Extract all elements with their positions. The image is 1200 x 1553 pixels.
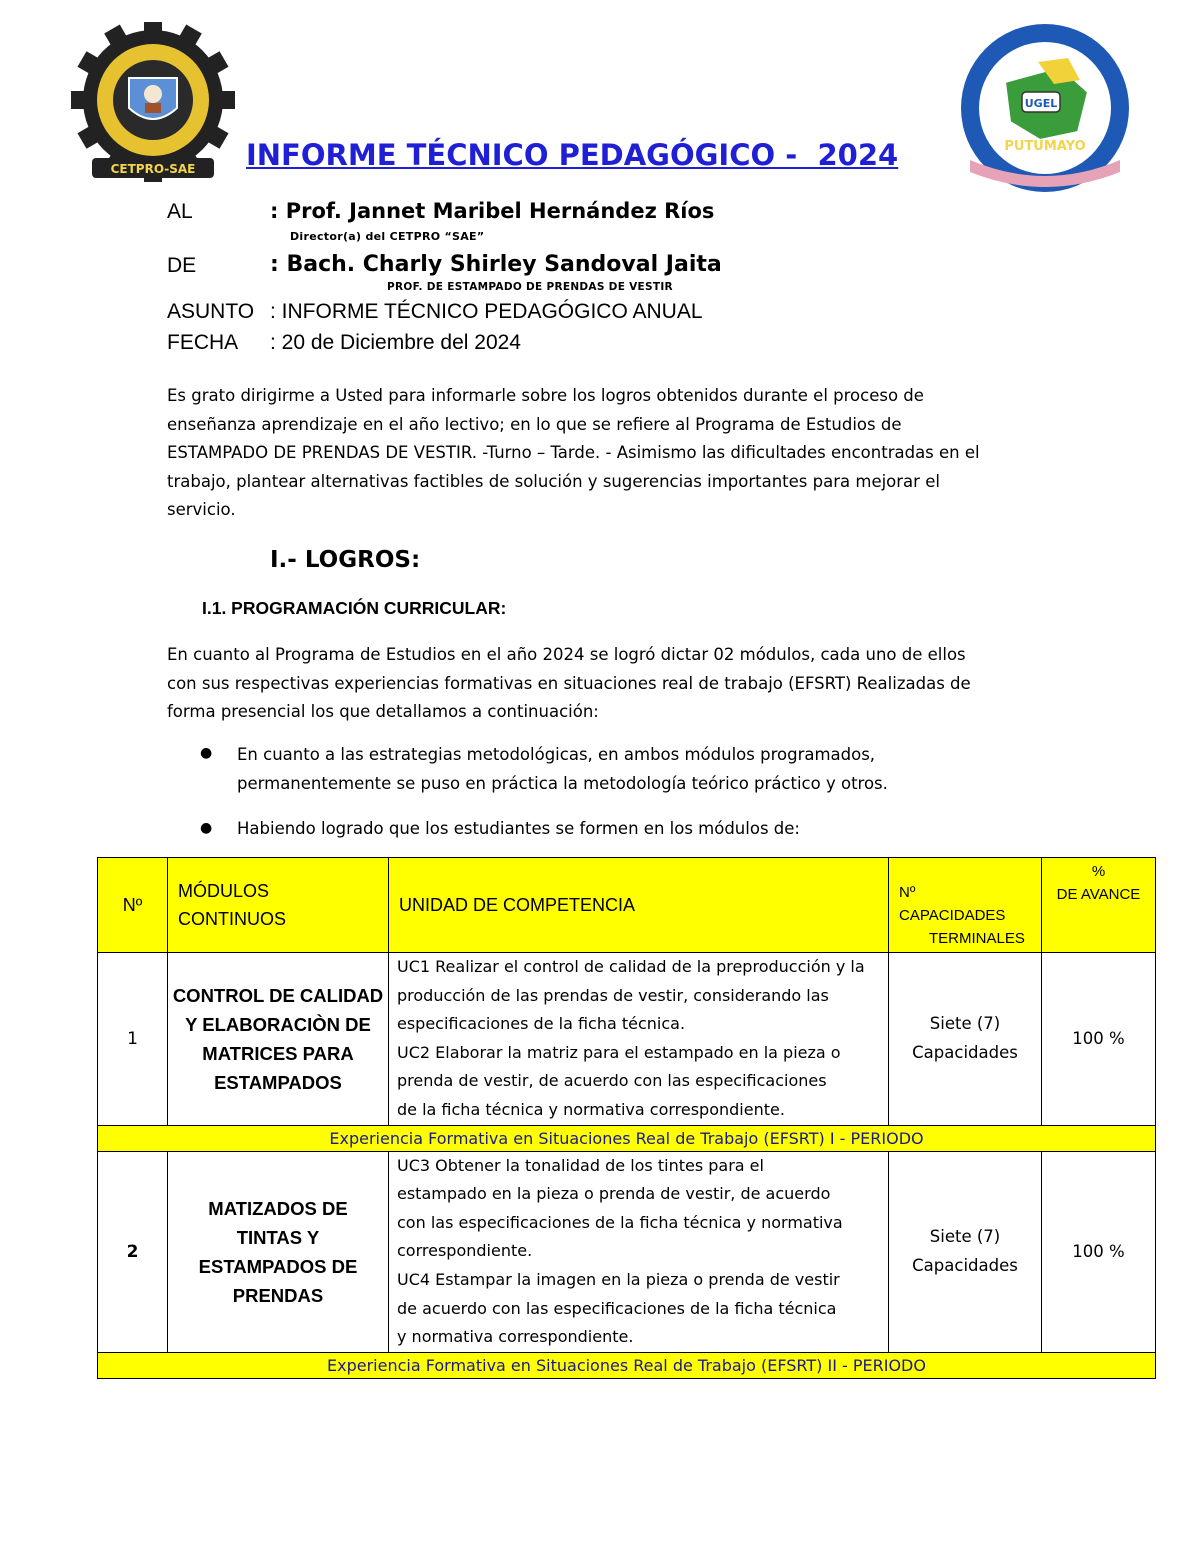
module-capacidades <box>889 953 1042 1126</box>
header-avance-line: DE AVANCE <box>1056 886 1141 903</box>
efsrt-row <box>98 1125 1156 1151</box>
module-name <box>168 1151 389 1352</box>
module-name-line: TINTAS Y <box>236 1226 320 1248</box>
efsrt-label: Experiencia Formativa en Situaciones Real de Trabajo (EFSRT) I - PERIODO <box>98 1125 1156 1151</box>
efsrt-row <box>98 1352 1156 1378</box>
fecha-label: FECHA <box>167 331 239 354</box>
header-modulos-line: CONTINUOS <box>178 909 286 929</box>
bullet-line: permanentemente se puso en práctica la metodología teórico práctico y otros. <box>237 773 888 793</box>
uc-line: correspondiente. <box>397 1241 533 1261</box>
header-cap-line: Nº <box>899 884 916 901</box>
module-name-line: ESTAMPADOS DE <box>198 1255 358 1277</box>
header-modulos <box>168 858 389 953</box>
bullet-line: En cuanto a las estrategias metodológicas, en ambos módulos programados, <box>237 745 876 764</box>
module-capacidades <box>889 1151 1042 1352</box>
module-name-line: PRENDAS <box>232 1284 324 1306</box>
uc-line: UC3 Obtener la tonalidad de los tintes para el <box>397 1155 764 1175</box>
module-name-line: CONTROL DE CALIDAD <box>172 984 384 1006</box>
intro-line: servicio. <box>167 500 236 519</box>
intro-line: ESTAMPADO DE PRENDAS DE VESTIR. -Turno – Tarde. - Asimismo las dificultades encontradas en el <box>167 443 980 462</box>
programacion-paragraph <box>167 641 1047 727</box>
uc-line: UC4 Estampar la imagen en la pieza o prenda de vestir <box>397 1269 840 1289</box>
intro-line: Es grato dirigirme a Usted para informarle sobre los logros obtenidos durante el proceso de <box>167 386 924 405</box>
header-num: Nº <box>98 858 168 953</box>
al-label: AL <box>167 200 193 223</box>
cap-line: Siete (7) <box>929 1227 1001 1247</box>
prog-line: En cuanto al Programa de Estudios en el año 2024 se logró dictar 02 módulos, cada uno de ellos <box>167 645 966 664</box>
logo-left-text: CETPRO-SAE <box>110 162 196 176</box>
asunto-value: : INFORME TÉCNICO PEDAGÓGICO ANUAL <box>270 300 703 323</box>
efsrt-label: Experiencia Formativa en Situaciones Real de Trabajo (EFSRT) II - PERIODO <box>98 1352 1156 1378</box>
uc-line: UC1 Realizar el control de calidad de la preproducción y la <box>397 957 865 976</box>
al-value: : Prof. Jannet Maribel Hernández Ríos <box>270 199 715 223</box>
logo-right-badge: UGEL <box>1024 97 1058 110</box>
bullet-icon: ● <box>200 820 213 836</box>
header-capacidades <box>889 858 1042 953</box>
section-logros-title: I.- LOGROS: <box>270 547 421 573</box>
uc-line: estampado en la pieza o prenda de vestir, de acuerdo <box>397 1184 831 1204</box>
table-header-row <box>98 858 1156 953</box>
cap-line: Capacidades <box>912 1255 1018 1275</box>
al-subtitle: Director(a) del CETPRO “SAE” <box>290 230 485 243</box>
de-subtitle: PROF. DE ESTAMPADO DE PRENDAS DE VESTIR <box>387 281 673 293</box>
asunto-label: ASUNTO <box>167 300 255 323</box>
module-name-line: Y ELABORACIÒN DE <box>185 1013 371 1035</box>
module-name <box>168 953 389 1126</box>
prog-line: con sus respectivas experiencias formativas en situaciones real de trabajo (EFSRT) Realizadas de <box>167 673 971 693</box>
table-row <box>98 953 1156 1126</box>
module-name-line: ESTAMPADOS <box>214 1071 342 1093</box>
module-unidad-competencia <box>389 953 889 1126</box>
uc-line: con las especificaciones de la ficha técnica y normativa <box>397 1212 843 1232</box>
header-cap-line: CAPACIDADES <box>899 907 1006 924</box>
module-num: 2 <box>98 1151 168 1352</box>
uc-line: y normativa correspondiente. <box>397 1327 634 1347</box>
bullet-item <box>237 815 1057 844</box>
uc-line: prenda de vestir, de acuerdo con las especificaciones <box>397 1071 827 1091</box>
document-title: INFORME TÉCNICO PEDAGÓGICO - 2024 <box>246 138 899 172</box>
ugel-putumayo-logo <box>950 22 1140 194</box>
header-unidad: UNIDAD DE COMPETENCIA <box>389 858 889 953</box>
uc-line: UC2 Elaborar la matriz para el estampado en la pieza o <box>397 1042 841 1062</box>
bullet-item <box>237 741 1057 798</box>
uc-line: producción de las prendas de vestir, considerando las <box>397 985 829 1005</box>
intro-line: trabajo, plantear alternativas factibles de solución y sugerencias importantes para mejorar el <box>167 471 940 491</box>
cap-line: Siete (7) <box>929 1014 1001 1034</box>
uc-line: de acuerdo con las especificaciones de la ficha técnica <box>397 1298 837 1318</box>
cap-line: Capacidades <box>912 1042 1018 1062</box>
bullet-line: Habiendo logrado que los estudiantes se formen en los módulos de: <box>237 819 800 838</box>
module-name-line: MATIZADOS DE <box>208 1197 348 1219</box>
module-name-line: MATRICES PARA <box>202 1042 354 1064</box>
header-modulos-line: MÓDULOS <box>178 881 270 901</box>
module-avance: 100 % <box>1042 953 1156 1126</box>
cetpro-sae-logo <box>52 22 254 184</box>
intro-line: enseñanza aprendizaje en el año lectivo; en lo que se refiere al Programa de Estudios de <box>167 414 902 434</box>
module-unidad-competencia <box>389 1151 889 1352</box>
logo-right-text: PUTUMAYO <box>1004 139 1086 154</box>
header-avance <box>1042 858 1156 953</box>
intro-paragraph <box>167 382 1047 525</box>
module-avance: 100 % <box>1042 1151 1156 1352</box>
table-row <box>98 1151 1156 1352</box>
module-num: 1 <box>98 953 168 1126</box>
header-avance-line: % <box>1091 863 1106 880</box>
bullet-icon: ● <box>200 745 213 761</box>
modules-table <box>97 857 1156 1379</box>
fecha-value: : 20 de Diciembre del 2024 <box>270 331 521 354</box>
header-cap-line: TERMINALES <box>929 930 1025 947</box>
uc-line: de la ficha técnica y normativa correspondiente. <box>397 1099 785 1119</box>
uc-line: especificaciones de la ficha técnica. <box>397 1014 686 1034</box>
prog-line: forma presencial los que detallamos a continuación: <box>167 702 599 721</box>
de-value: : Bach. Charly Shirley Sandoval Jaita <box>270 252 722 277</box>
de-label: DE <box>167 254 197 277</box>
section-programacion-title: I.1. PROGRAMACIÓN CURRICULAR: <box>202 598 507 618</box>
